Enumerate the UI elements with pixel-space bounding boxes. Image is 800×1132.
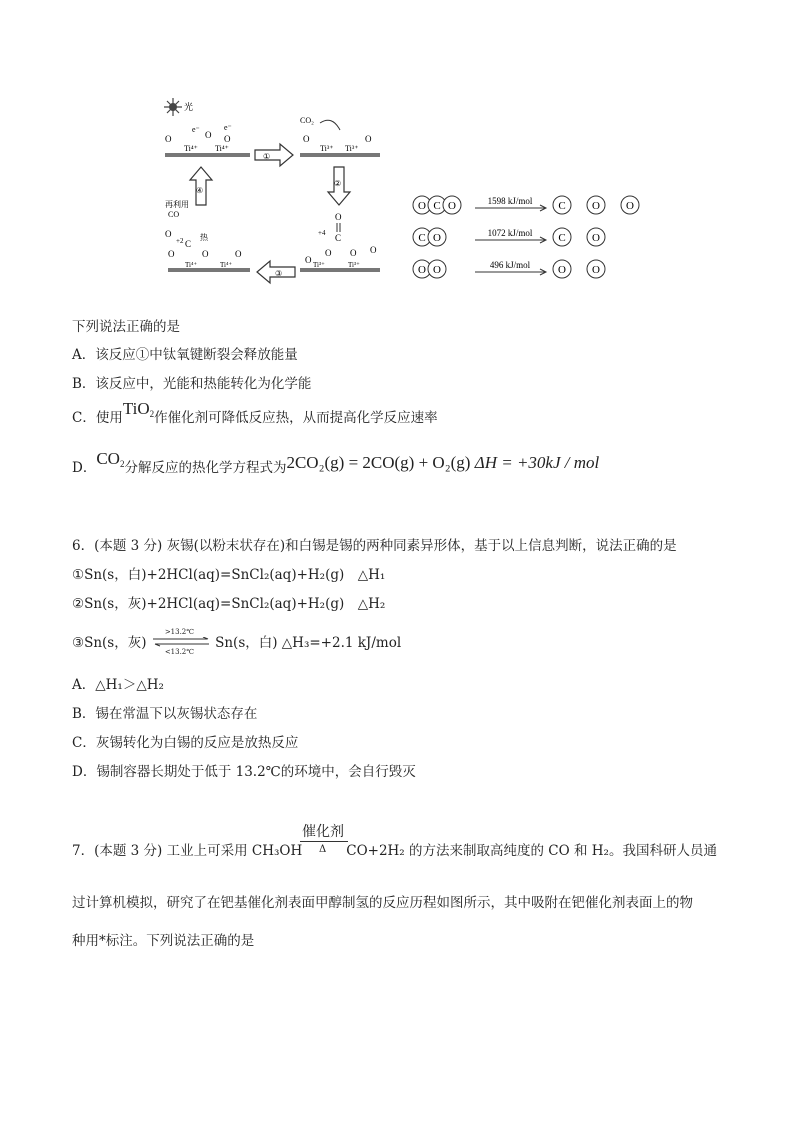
svg-text:O: O [370, 245, 377, 255]
svg-text:Ti⁴⁺: Ti⁴⁺ [185, 261, 198, 269]
bond-row-2 [413, 228, 605, 246]
svg-text:+4: +4 [318, 229, 326, 237]
svg-text:O: O [235, 249, 242, 259]
q5-stem: 下列说法正确的是 [72, 319, 180, 335]
bond-energy-svg [410, 190, 650, 285]
atom-label: O [592, 200, 600, 212]
bond-row-1 [413, 196, 639, 214]
svg-text:O: O [165, 229, 172, 239]
heat-label: 热 [200, 233, 208, 242]
svg-text:O: O [325, 248, 332, 258]
q7-heat: Δ [319, 844, 327, 855]
q6-option-b: B．锡在常温下以灰锡状态存在 [72, 706, 258, 722]
atom-label: C [433, 200, 441, 212]
step2-arrow [328, 167, 350, 205]
surface-top-right [300, 153, 380, 157]
equilibrium-arrows: >13.2℃ <13.2℃ [151, 635, 211, 653]
thermo-equation: 2CO₂(g) = 2CO(g) + O₂(g) [286, 453, 471, 472]
bond-energy-label: 1598 kJ/mol [487, 196, 533, 206]
q5-option-a: A．该反应①中钛氧键断裂会释放能量 [72, 347, 298, 363]
atom-label: O [433, 232, 441, 244]
q7-catalyst: 催化剂 [302, 824, 344, 840]
svg-text:O: O [350, 248, 357, 258]
atom-label: O [592, 232, 600, 244]
step1-arrow [255, 144, 293, 166]
svg-text:②: ② [334, 179, 342, 188]
atom-label: C [558, 200, 566, 212]
q6-reaction-2: ②Sn(s，灰)+2HCl(aq)=SnCl₂(aq)+H₂(g) △H₂ [72, 596, 386, 612]
svg-text:O: O [303, 134, 310, 144]
bond-energy-label: 1072 kJ/mol [487, 228, 533, 238]
q6-option-d: D．锡制容器长期处于低于 13.2℃的环境中，会自行毁灭 [72, 764, 416, 780]
q7-line-2: 过计算机模拟，研究了在钯基催化剂表面甲醇制氢的反应历程如图所示，其中吸附在钯催化剂表面上的物 [72, 895, 693, 911]
atom-label: C [558, 232, 566, 244]
q6-option-c: C．灰锡转化为白锡的反应是放热反应 [72, 735, 299, 751]
atom-label: O [418, 200, 426, 212]
svg-text:O: O [305, 255, 312, 265]
svg-text:Ti³⁺: Ti³⁺ [345, 144, 359, 153]
step3-arrow [257, 261, 295, 283]
atom-label: O [626, 200, 634, 212]
svg-text:O: O [205, 130, 212, 140]
svg-text:O: O [335, 212, 342, 222]
svg-text:Ti⁴⁺: Ti⁴⁺ [220, 261, 233, 269]
surface-bottom-left [168, 268, 250, 272]
svg-text:O: O [165, 134, 172, 144]
step4-arrow [190, 167, 212, 205]
catalytic-cycle-diagram [160, 95, 390, 290]
q7-line-1: 7．(本题 3 分) 工业上可采用 CH₃OH CO+2H₂ 的方法来制取高纯度的 CO 和 H₂。我国科研人员通 [72, 843, 717, 859]
q5-option-d: D．$CO_2$分解反应的热化学方程式为2CO₂(g) = 2CO(g) + O₂(g) ΔH = +30kJ / mol [72, 449, 600, 476]
light-icon [164, 98, 182, 116]
light-label: 光 [184, 102, 194, 112]
surface-top-left [165, 153, 250, 157]
svg-text:④: ④ [196, 186, 204, 195]
atom-label: O [418, 264, 426, 276]
svg-text:①: ① [263, 152, 271, 161]
svg-text:Ti³⁺: Ti³⁺ [348, 261, 360, 269]
q6-stem: 6．(本题 3 分) 灰锡(以粉末状存在)和白锡是锡的两种同素异形体，基于以上信息判断，说法正确的是 [72, 538, 677, 554]
q5-option-b: B．该反应中，光能和热能转化为化学能 [72, 376, 312, 392]
svg-text:C: C [335, 233, 342, 243]
co2-label: CO₂ [300, 116, 314, 125]
q6-reaction-3: ③Sn(s，灰) >13.2℃ <13.2℃ Sn(s，白) △H₃=+2.1 kJ/mol [72, 627, 402, 656]
atom-label: O [433, 264, 441, 276]
svg-text:Ti⁴⁺: Ti⁴⁺ [215, 144, 229, 153]
atom-label: O [592, 264, 600, 276]
tio2-formula: TiO [122, 399, 150, 418]
atom-label: C [418, 232, 426, 244]
atom-label: O [448, 200, 456, 212]
svg-text:C: C [185, 239, 192, 249]
svg-text:O: O [224, 134, 231, 144]
atom-label: O [558, 264, 566, 276]
svg-text:Ti³⁺: Ti³⁺ [313, 261, 325, 269]
bond-energy-label: 496 kJ/mol [489, 260, 531, 270]
ti-label: Ti⁴⁺ [184, 144, 198, 153]
bond-energy-diagram [410, 190, 650, 285]
svg-text:O: O [168, 249, 175, 259]
svg-text:③: ③ [275, 269, 283, 278]
co-label: CO [168, 210, 180, 219]
q5-option-c: C．使用TiO$_2$作催化剂可降低反应热，从而提高化学反应速率 [72, 399, 438, 426]
q7-line-3: 种用*标注。下列说法正确的是 [72, 933, 255, 949]
ti3-label: Ti³⁺ [320, 144, 334, 153]
svg-text:e⁻: e⁻ [224, 123, 232, 132]
q6-reaction-1: ①Sn(s，白)+2HCl(aq)=SnCl₂(aq)+H₂(g) △H₁ [72, 567, 386, 583]
reuse-label: 再利用 [165, 200, 189, 209]
bond-row-3 [413, 260, 605, 278]
svg-text:+2: +2 [176, 237, 184, 245]
surface-bottom-right [300, 268, 380, 272]
svg-text:O: O [202, 249, 209, 259]
q6-option-a: A．△H₁＞△H₂ [72, 677, 164, 693]
delta-h: ΔH = +30kJ / mol [474, 453, 600, 472]
svg-text:e⁻: e⁻ [192, 125, 200, 134]
svg-text:O: O [365, 134, 372, 144]
